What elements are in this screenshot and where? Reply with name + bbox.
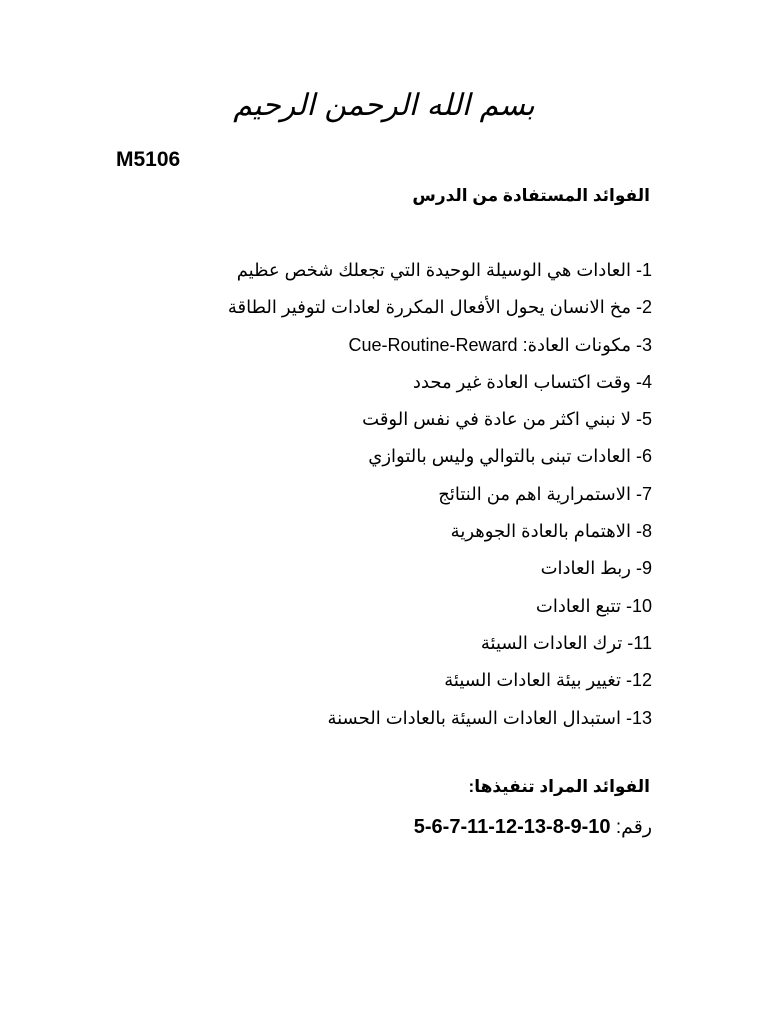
benefit-item: 3- مكونات العادة: Cue-Routine-Reward [348, 334, 652, 355]
benefit-item: 8- الاهتمام بالعادة الجوهرية [450, 521, 652, 542]
numbers-label: رقم: [615, 817, 652, 838]
benefit-item: 1- العادات هي الوسيلة الوحيدة التي تجعلك شخص عظيم [236, 260, 652, 280]
benefits-to-implement-heading: الفوائد المراد تنفيذها: [468, 777, 650, 796]
benefit-item: 2- مخ الانسان يحول الأفعال المكررة لعادات لتوفير الطاقة [227, 297, 652, 318]
lesson-benefits-heading: الفوائد المستفادة من الدرس [412, 186, 650, 205]
benefit-item: 10- تتبع العادات [535, 595, 652, 616]
benefits-list [92, 252, 652, 737]
benefit-item: 9- ربط العادات [540, 558, 652, 579]
numbers-value: 5-6-7-11-12-13-8-9-10 [413, 816, 611, 838]
basmala-heading: بسم الله الرحمن الرحيم [233, 88, 535, 123]
benefit-item: 13- استبدال العادات السيئة بالعادات الحسنة [327, 707, 652, 728]
benefit-item: 4- وقت اكتساب العادة غير محدد [412, 371, 652, 392]
selected-numbers-line [414, 812, 652, 843]
benefit-item: 6- العادات تبنى بالتوالي وليس بالتوازي [368, 446, 652, 467]
benefit-item: 5- لا نبني اكثر من عادة في نفس الوقت [362, 409, 652, 430]
benefit-item: 7- الاستمرارية اهم من النتائج [438, 483, 652, 504]
benefit-item: 12- تغيير بيئة العادات السيئة [444, 670, 652, 691]
document-code: M5106 [116, 148, 181, 171]
benefit-item: 11- ترك العادات السيئة [480, 632, 652, 653]
